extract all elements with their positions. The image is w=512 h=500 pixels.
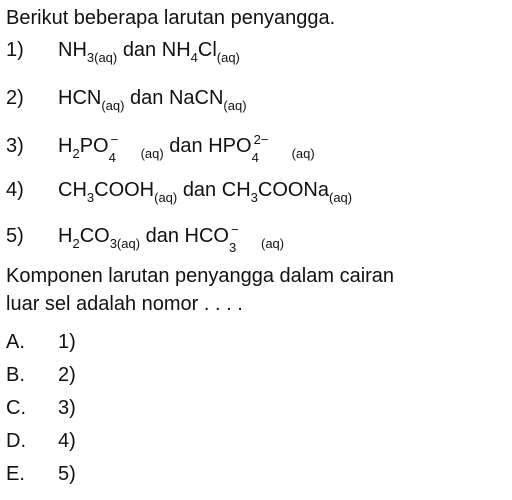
option-text: 1)	[58, 331, 76, 353]
option-text: 3)	[58, 397, 76, 419]
item-formula: $CH_3COOH_{(aq)}$ dan $CH_3COONa_{(aq)}$	[58, 179, 353, 205]
question-page	[6, 0, 510, 500]
option-text: 4)	[58, 430, 76, 452]
item-number: 1)	[6, 39, 24, 61]
question-prompt: Komponen larutan penyangga dalam cairan luar sel adalah nomor . . . .	[6, 265, 395, 315]
option-letter: B.	[6, 364, 25, 386]
item-formula: $H_2CO_{3(aq)}$ dan HCO − 3 $_{(aq)}$	[58, 222, 285, 255]
item-formula: $H_2PO$ − 4 $_{(aq)}$ dan HPO 2− 4 $_{(aq)}$	[58, 132, 315, 165]
option-text: 5)	[58, 463, 76, 485]
item-number: 3)	[6, 135, 24, 157]
item-formula: $HCN_{(aq)}$ dan NaCN$_{(aq)}$	[58, 87, 247, 113]
item-number: 5)	[6, 225, 24, 247]
item-formula: $NH_{3(aq)}$ dan $NH_4Cl_{(aq)}$	[58, 39, 240, 65]
question-intro: Berikut beberapa larutan penyangga.	[6, 7, 336, 29]
option-letter: A.	[6, 331, 25, 353]
option-text: 2)	[58, 364, 76, 386]
option-letter: D.	[6, 430, 26, 452]
item-number: 2)	[6, 87, 24, 109]
option-letter: C.	[6, 397, 26, 419]
item-number: 4)	[6, 179, 24, 201]
option-letter: E.	[6, 463, 25, 485]
